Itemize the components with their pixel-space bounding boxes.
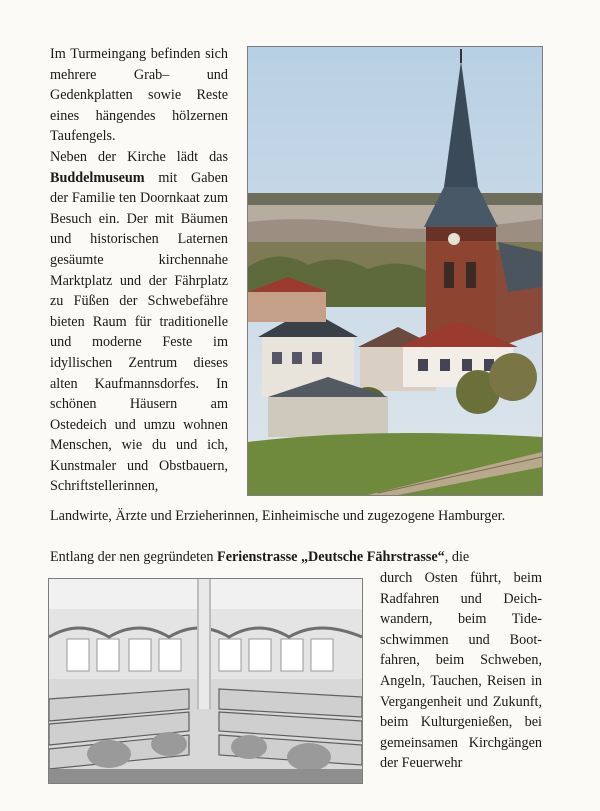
ferienstrasse-line: Entlang der nen gegründeten Ferienstrasse „Deutsche Fährstrasse“, die [50, 549, 470, 565]
left-column-text [50, 44, 228, 497]
ferienstrasse-bold: Ferienstrasse „Deutsche Fährstrasse“ [217, 549, 445, 565]
church-village-photo [247, 46, 543, 496]
church-interior-photo [48, 578, 363, 784]
buddelmuseum-bold: Buddelmuseum [50, 169, 145, 186]
paragraph-tower-entrance: Im Turmeingang befinden sich mehrere Grab– und Gedenkplatten sowie Reste eines hängendes hölzernen Taufengels. [50, 46, 228, 145]
full-width-text: Landwirte, Ärzte und Erzieherinnen, Einheimische und zugezogene Hamburger. [50, 508, 506, 524]
right-column-text: durch Osten führt, beim Radfahren und Deichwandern, beim Tideschwimmen und Bootfahren, beim Schweben, Angeln, Tauchen, Reisen in Vergangenheit und Zukunft, beim Kulturgenießen, bei gemeinsamen Kirchgängen der Feuerwehr [380, 570, 542, 772]
paragraph-buddelmuseum: Neben der Kirche lädt das Buddelmuseum mit Gaben der Familie ten Doornkaat zum Besuch ein. Der mit Bäumen und historischen Laternen gesäumte kirchennahe Marktplatz und der Fährplatz zu Füßen der Schwebefähre bieten Raum für traditionelle und moderne Feste im idyllischen Zentrum dieses alten Kaufmannsdorfes. In schönen Häusern am Ostedeich und umzu wohnen Menschen, wie du und ich, Kunstmaler und Obstbauern, Schriftstellerinnen, [50, 148, 228, 495]
